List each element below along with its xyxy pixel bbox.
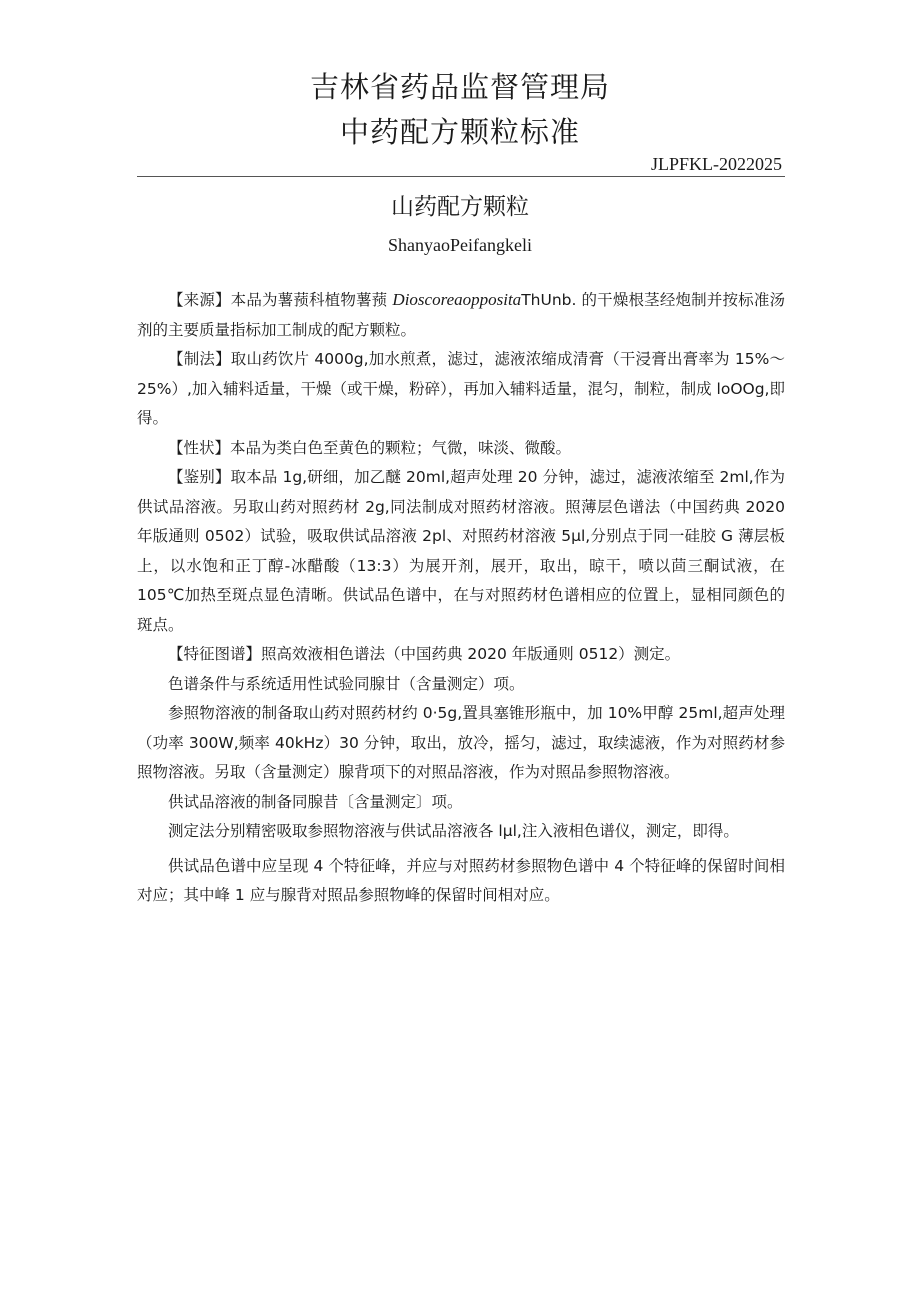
section-preparation: 【制法】取山药饮片 4000g,加水煎煮，滤过，滤液浓缩成清膏（干浸膏出膏率为 15%～25%）,加入辅料适量，干燥（或干燥，粉碎），再加入辅料适量，混匀，制粒，制成 loOOg,即得。: [137, 350, 785, 427]
document-body: [137, 285, 785, 911]
section-description: 【性状】本品为类白色至黄色的颗粒；气微，味淡、微酸。: [168, 438, 572, 457]
product-pinyin: ShanyaoPeifangkeli: [388, 235, 532, 255]
standard-title: 中药配方颗粒标准: [339, 115, 580, 149]
source-text-b: ThUnb. 的干燥根茎经炮制并按标准汤剂的主要质量指标加工制成的配方颗粒。: [137, 291, 785, 339]
fingerprint-conclusion: 供试品色谱中应呈现 4 个特征峰，并应与对照药材参照物色谱中 4 个特征峰的保留时间相对应；其中峰 1 应与腺背对照品参照物峰的保留时间相对应。: [137, 856, 785, 904]
product-name: 山药配方颗粒: [391, 194, 529, 220]
standard-code: JLPFKL-2022025: [650, 154, 782, 174]
section-identification: 【鉴别】取本品 1g,研细，加乙醚 20ml,超声处理 20 分钟，滤过，滤液浓缩至 2ml,作为供试品溶液。另取山药对照药材 2g,同法制成对照药材溶液。照薄层色谱法（中国药典 2020 年版通则 0502）试验，吸取供试品溶液 2pl、对照药材溶液 5μl,分别点于同一硅胶 G 薄层板上，以水饱和正丁醇-冰醋酸（13:3）为展开剂，展开，取出，晾干，喷以茴三酮试液，在 105℃加热至斑点显色清晰。供试品色谱中，在与对照药材色谱相应的位置上，显相同颜色的斑点。: [137, 468, 785, 634]
source-text-a: 【来源】本品为薯蓣科植物薯蓣: [168, 291, 388, 309]
agency-title: 吉林省药品监督管理局: [309, 70, 610, 104]
reference-solution: 参照物溶液的制备取山药对照药材约 0·5g,置具塞锥形瓶中，加 10%甲醇 25ml,超声处理（功率 300W,频率 40kHz）30 分钟，取出，放冷，摇匀，滤过，取续滤液，作为对照药材参照物溶液。另取（含量测定）腺背项下的对照品溶液，作为对照品参照物溶液。: [137, 704, 785, 781]
header-divider: [137, 176, 785, 177]
latin-species-name: Dioscoreaopposita: [392, 290, 522, 309]
section-fingerprint: 【特征图谱】照高效液相色谱法（中国药典 2020 年版通则 0512）测定。: [168, 645, 681, 663]
determination-method: 测定法分别精密吸取参照物溶液与供试品溶液各 lμl,注入液相色谱仪，测定，即得。: [168, 822, 739, 840]
section-source: [137, 285, 785, 345]
chromatographic-conditions: 色谱条件与系统适用性试验同腺甘（含量测定）项。: [168, 674, 525, 693]
test-solution: 供试品溶液的制备同腺昔〔含量测定〕项。: [168, 792, 463, 811]
